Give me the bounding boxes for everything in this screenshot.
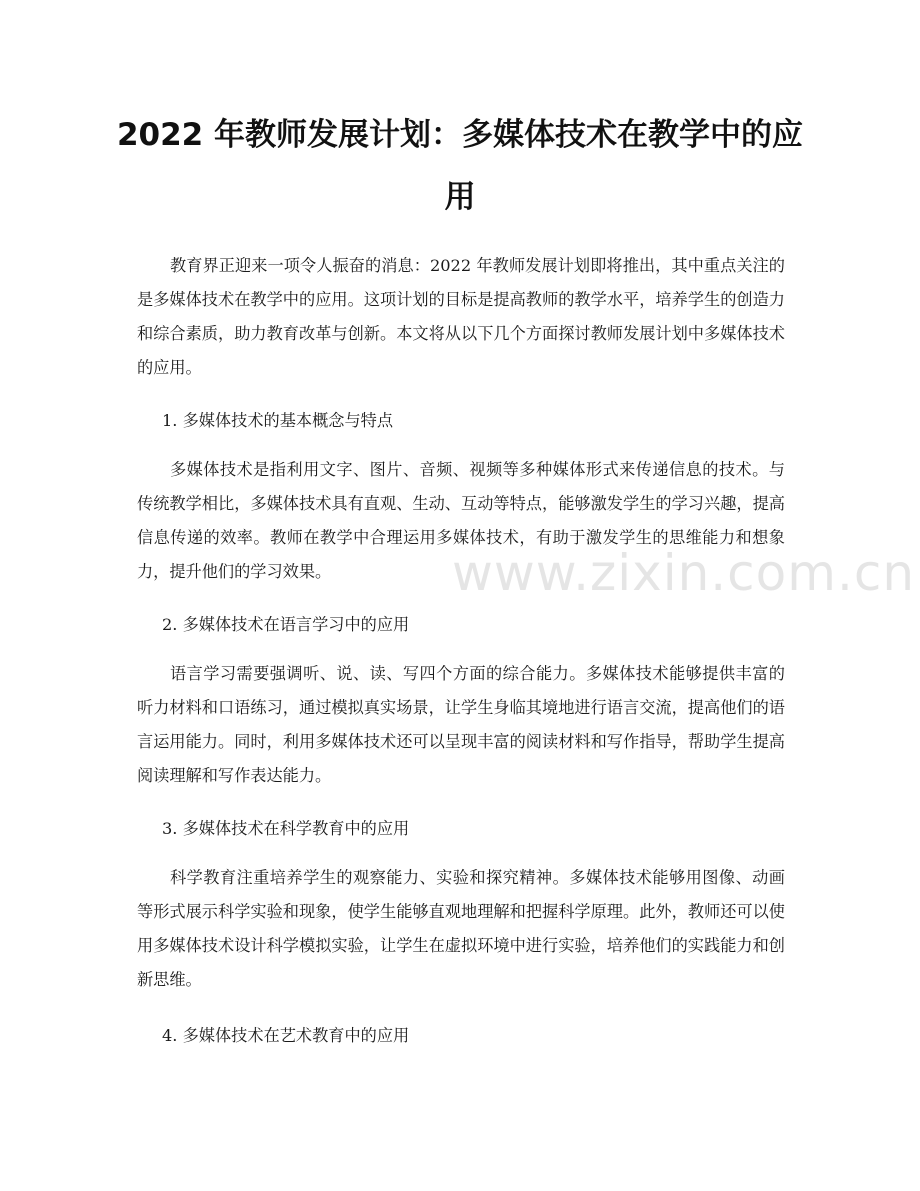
section-heading-3: 3. 多媒体技术在科学教育中的应用 [162,819,410,838]
document-title: 2022 年教师发展计划：多媒体技术在教学中的应用 [116,117,804,215]
section-body-1: 多媒体技术是指利用文字、图片、音频、视频等多种媒体形式来传递信息的技术。与传统教学相比，多媒体技术具有直观、生动、互动等特点，能够激发学生的学习兴趣，提高信息传递的效率。教师在教学中合理运用多媒体技术，有助于激发学生的思维能力和想象力，提升他们的学习效果。 [137,460,785,581]
section-heading-4: 4. 多媒体技术在艺术教育中的应用 [162,1026,410,1045]
watermark-text: www.zixin.com.cn [452,544,916,602]
section-heading-2: 2. 多媒体技术在语言学习中的应用 [162,615,410,634]
section-body-2: 语言学习需要强调听、说、读、写四个方面的综合能力。多媒体技术能够提供丰富的听力材料和口语练习，通过模拟真实场景，让学生身临其境地进行语言交流，提高他们的语言运用能力。同时，利用多媒体技术还可以呈现丰富的阅读材料和写作指导，帮助学生提高阅读理解和写作表达能力。 [137,664,785,785]
section-body-3: 科学教育注重培养学生的观察能力、实验和探究精神。多媒体技术能够用图像、动画等形式展示科学实验和现象，使学生能够直观地理解和把握科学原理。此外，教师还可以使用多媒体技术设计科学模拟实验，让学生在虚拟环境中进行实验，培养他们的实践能力和创新思维。 [137,868,785,989]
section-heading-1: 1. 多媒体技术的基本概念与特点 [162,411,394,430]
intro-paragraph: 教育界正迎来一项令人振奋的消息：2022 年教师发展计划即将推出，其中重点关注的是多媒体技术在教学中的应用。这项计划的目标是提高教师的教学水平，培养学生的创造力和综合素质，助力教育改革与创新。本文将从以下几个方面探讨教师发展计划中多媒体技术的应用。 [137,256,785,377]
